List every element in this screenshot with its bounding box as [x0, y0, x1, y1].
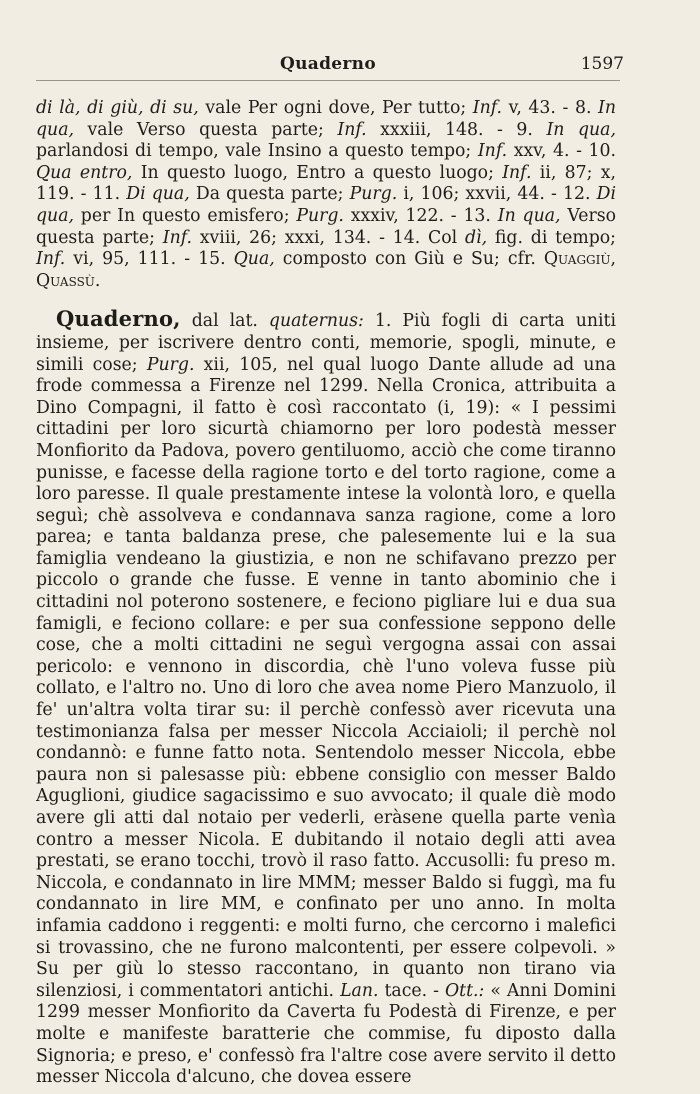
entry-headword: Quaderno,	[56, 306, 181, 332]
text-run: Inf.	[472, 98, 503, 118]
running-head-title: Quaderno	[280, 54, 376, 74]
text-run: Qua entro,	[36, 162, 133, 183]
text-run: i, 106; xxvii, 44. - 12.	[397, 184, 597, 205]
text-run: Inf.	[337, 119, 367, 140]
running-header	[36, 52, 624, 81]
text-run: Lan.	[340, 980, 379, 1001]
text-run: per In questo emisfero;	[74, 205, 297, 226]
text-run: vi, 95, 111. - 15.	[65, 249, 234, 270]
text-run: xviii, 26; xxxi, 134. - 14. Col	[191, 227, 465, 248]
text-run: ii, 87; x, 119. - 11.	[36, 162, 617, 205]
text-run: Quassù	[36, 270, 95, 291]
text-run: dal lat.	[180, 311, 269, 332]
text-run: parlandosi di tempo, vale Insino a questo tempo;	[36, 141, 478, 162]
text-run: .	[94, 270, 101, 291]
text-run: In qua,	[546, 119, 616, 140]
text-run: v, 43. - 8.	[502, 98, 599, 118]
text-run: In qua,	[497, 205, 561, 226]
text-run: dì,	[464, 227, 488, 248]
text-run: Inf.	[36, 249, 66, 270]
text-run: vale Per ogni dove, Per tutto;	[198, 98, 473, 118]
quaderno-entry	[36, 308, 616, 1088]
text-run: Ott.:	[444, 980, 485, 1001]
text-run: vale Verso questa parte;	[74, 119, 338, 140]
text-run: xxv, 4. - 10.	[507, 141, 617, 162]
text-run: Purg.	[349, 184, 398, 205]
text-run: Qua,	[233, 249, 275, 270]
text-run: di là, di giù, di su,	[36, 98, 199, 118]
page-number: 1597	[580, 54, 624, 74]
text-run: 1. Più fogli di carta uniti insieme, per iscrivere dentro conti, memorie, spogli, minute, e simili cose;	[36, 311, 616, 375]
qua-entry-continuation	[36, 98, 616, 292]
text-run: ,	[610, 249, 616, 270]
text-run: Da questa parte;	[189, 184, 350, 205]
text-run: Purg.	[296, 205, 344, 226]
text-run: Inf.	[162, 227, 192, 248]
text-run: Quaggiù	[543, 249, 611, 270]
text-run: Inf.	[477, 141, 508, 162]
text-run: Verso questa parte;	[36, 205, 616, 248]
text-run: Di qua,	[36, 184, 616, 226]
text-run: tace. -	[378, 980, 445, 1001]
text-run: Purg.	[146, 354, 195, 375]
text-run: composto con Giù e Su; cfr.	[274, 249, 544, 270]
text-run: quaternus:	[268, 311, 364, 332]
text-run: fig. di tempo;	[487, 227, 616, 248]
page-body	[36, 98, 616, 1089]
text-run: xxxiv, 122. - 13.	[343, 205, 498, 226]
text-run: In questo luogo, Entro a questo luogo;	[132, 162, 503, 183]
text-run: « Anni Domini 1299 messer Monfiorito da Caverta fu Podestà di Firenze, e per molte e manifeste baratterie che commise, fu diposto dalla Signoria; e preso, e' confessò fra l'altre cose avere servito il detto messer Niccola d'alcuno, che dovea essere	[36, 980, 616, 1088]
text-run: xii, 105, nel qual luogo Dante allude ad una frode commessa a Firenze nel 1299. Nella Cronica, attribuita a Dino Compagni, il fatto è così raccontato (i, 19): « I pessimi cittadini per loro sicurtà chiamorno per loro podestà messer Monfiorito da Padova, povero gentiluomo, acciò che come tiranno punisse, e facesse della ragione torto e del torto ragione, come a loro paresse. Il quale prestamente intese la volontà loro, e quella seguì; chè assolveva e condannava sanza ragione, come a loro parea; e tanta baldanza prese, che palesemente lui e la sua famiglia vendeano la giustizia, e non ne schifavano prezzo per piccolo o grande che fusse. E venne in tanto abominio che i cittadini nol poterono sostenere, e feciono pigliare lui e dua sua famigli, e feciono collare: e per sua confessione seppono delle cose, che a molti cittadini ne seguì vergogna assai con assai pericolo: e vennono in discordia, chè l'uno voleva fusse più collato, e l'altro no. Uno di loro che avea nome Piero Manzuolo, il fe' un'altra volta tirar su: il perchè confessò aver ricevuta una testimonianza falsa per messer Niccola Acciaioli; il perchè nol condannò: e funne fatto nota. Sentendolo messer Niccola, ebbe paura non si palesasse più: ebbene consiglio con messer Baldo Aguglioni, giudice sagacissimo e suo avvocato; il quale diè modo avere gli atti dal notaio per vederli, eràsene quella parte venìa contro a messer Nicola. E dubitando il notaio degli atti avea prestati, se erano tocchi, trovò il raso fatto. Accusolli: fu preso m. Niccola, e condannato in lire MMM; messer Baldo si fuggì, ma fu condannato in lire MM, e confinato per uno anno. In molta infamia caddono i reggenti: e molti furno, che cercorno i malefici si trovassino, che ne furono malcontenti, per essere colpevoli. » Su per giù lo stesso raccontano, in quanto non tirano via silenziosi, i commentatori antichi.	[36, 354, 616, 1001]
text-run: xxxiii, 148. - 9.	[366, 119, 547, 140]
text-run: Di qua,	[126, 184, 190, 205]
text-run: In qua,	[36, 98, 617, 140]
text-run: Inf.	[502, 162, 532, 183]
